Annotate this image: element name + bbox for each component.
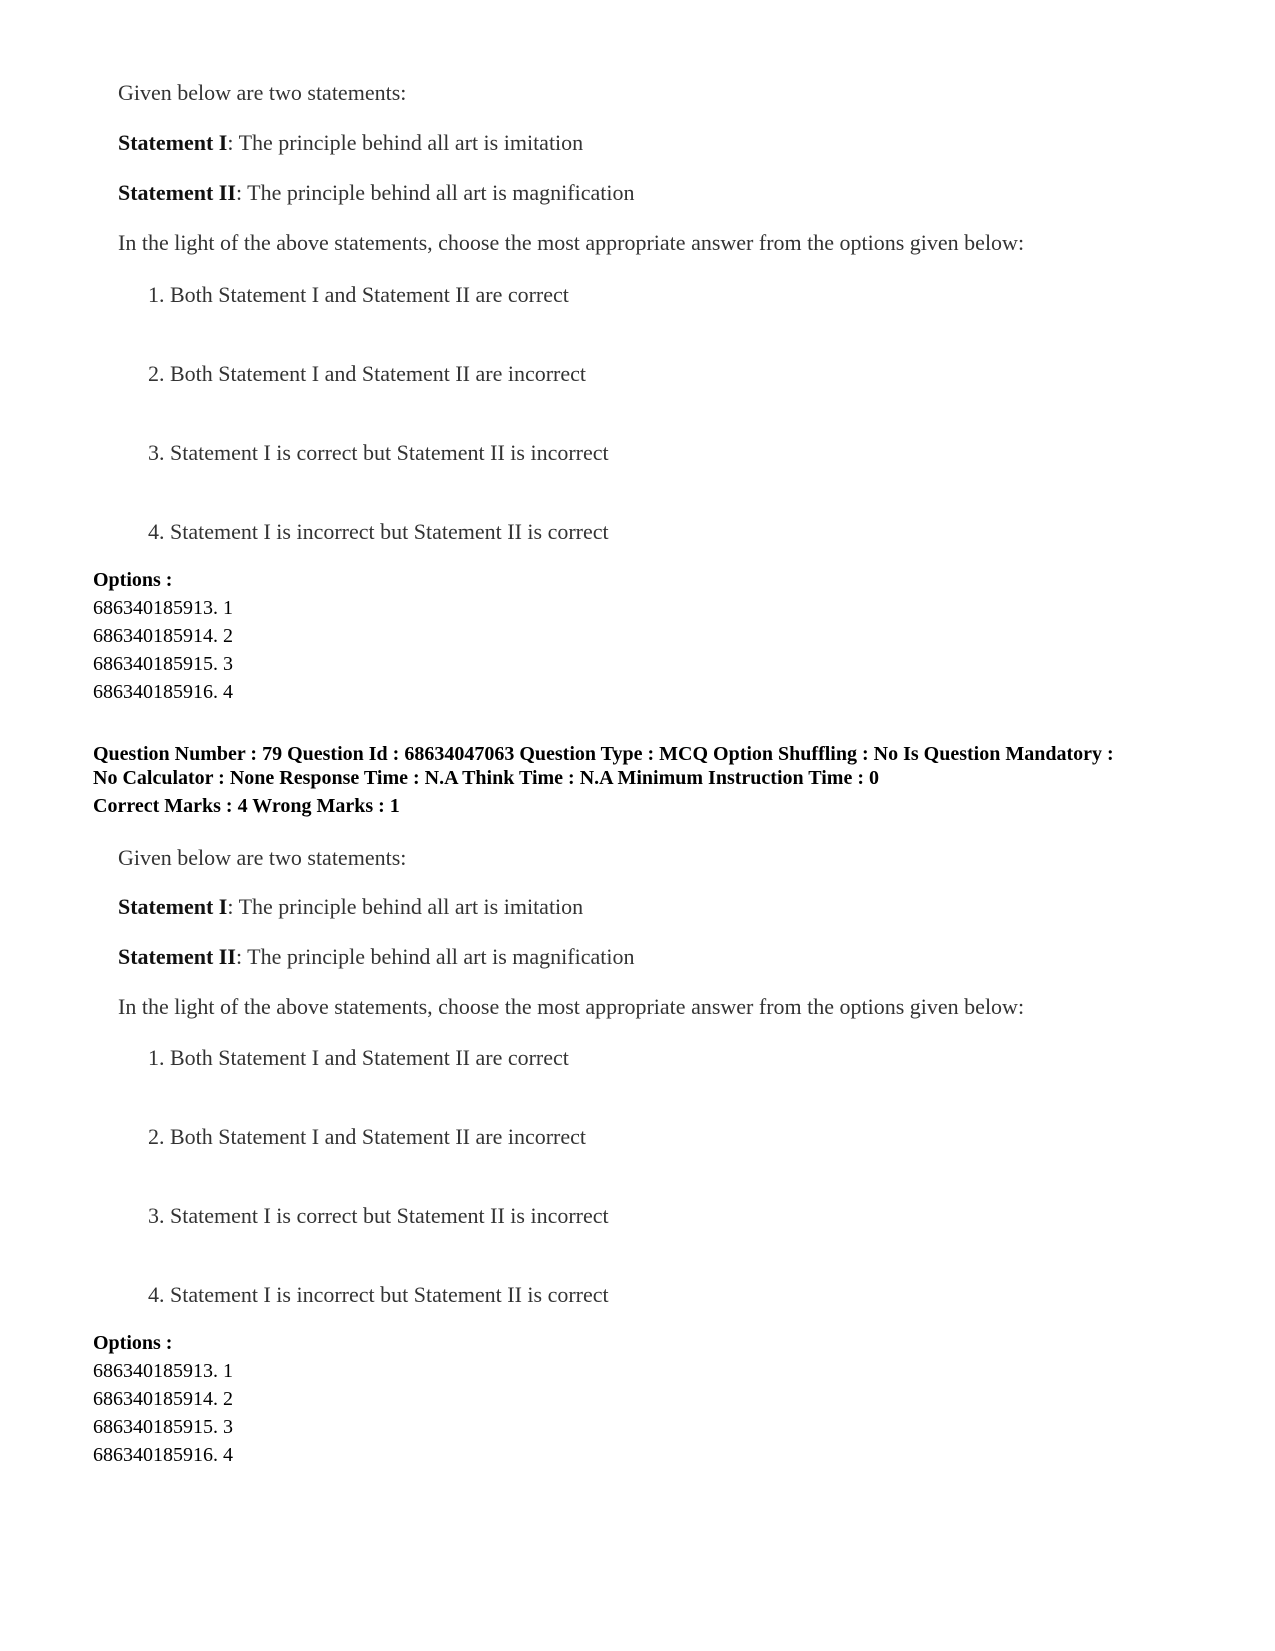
- question-intro: Given below are two statements:: [118, 80, 407, 105]
- option-id: 686340185916. 4: [93, 1444, 233, 1466]
- option-id: 686340185913. 1: [93, 1360, 233, 1382]
- choice-item: 4. Statement I is incorrect but Statement II is correct: [148, 519, 609, 544]
- statement-two-label: Statement II: [118, 944, 236, 969]
- options-label: Options :: [93, 1332, 173, 1354]
- question-intro: Given below are two statements:: [118, 845, 407, 870]
- statement-one: [118, 894, 583, 920]
- option-id: 686340185913. 1: [93, 597, 233, 619]
- question-meta-line-1: Question Number : 79 Question Id : 68634047063 Question Type : MCQ Option Shuffling : No Is Question Mandatory :: [93, 743, 1114, 765]
- statement-two: [118, 944, 634, 970]
- statement-one-text: : The principle behind all art is imitation: [227, 894, 584, 919]
- option-id: 686340185916. 4: [93, 681, 233, 703]
- choice-item: 4. Statement I is incorrect but Statement II is correct: [148, 1282, 609, 1307]
- option-id: 686340185915. 3: [93, 1416, 233, 1438]
- options-label: Options :: [93, 569, 173, 591]
- statement-one-label: Statement I: [118, 130, 228, 155]
- statement-one-text: : The principle behind all art is imitation: [227, 130, 584, 155]
- statement-one-label: Statement I: [118, 894, 228, 919]
- statement-two-text: : The principle behind all art is magnification: [235, 944, 635, 969]
- option-id: 686340185915. 3: [93, 653, 233, 675]
- statement-two: [118, 180, 634, 206]
- question-instruction: In the light of the above statements, choose the most appropriate answer from the options given below:: [118, 994, 1025, 1019]
- question-meta-line-2: No Calculator : None Response Time : N.A Think Time : N.A Minimum Instruction Time : 0: [93, 767, 879, 789]
- choice-item: 1. Both Statement I and Statement II are correct: [148, 282, 569, 307]
- option-id: 686340185914. 2: [93, 625, 233, 647]
- choice-item: 2. Both Statement I and Statement II are incorrect: [148, 361, 587, 386]
- statement-two-text: : The principle behind all art is magnification: [235, 180, 635, 205]
- choice-item: 2. Both Statement I and Statement II are incorrect: [148, 1124, 587, 1149]
- choice-item: 3. Statement I is correct but Statement II is incorrect: [148, 1203, 609, 1228]
- question-instruction: In the light of the above statements, choose the most appropriate answer from the options given below:: [118, 230, 1025, 255]
- statement-one: [118, 130, 583, 156]
- option-id: 686340185914. 2: [93, 1388, 233, 1410]
- statement-two-label: Statement II: [118, 180, 236, 205]
- question-marks: Correct Marks : 4 Wrong Marks : 1: [93, 795, 400, 817]
- choice-item: 1. Both Statement I and Statement II are correct: [148, 1045, 569, 1070]
- choice-item: 3. Statement I is correct but Statement II is incorrect: [148, 440, 609, 465]
